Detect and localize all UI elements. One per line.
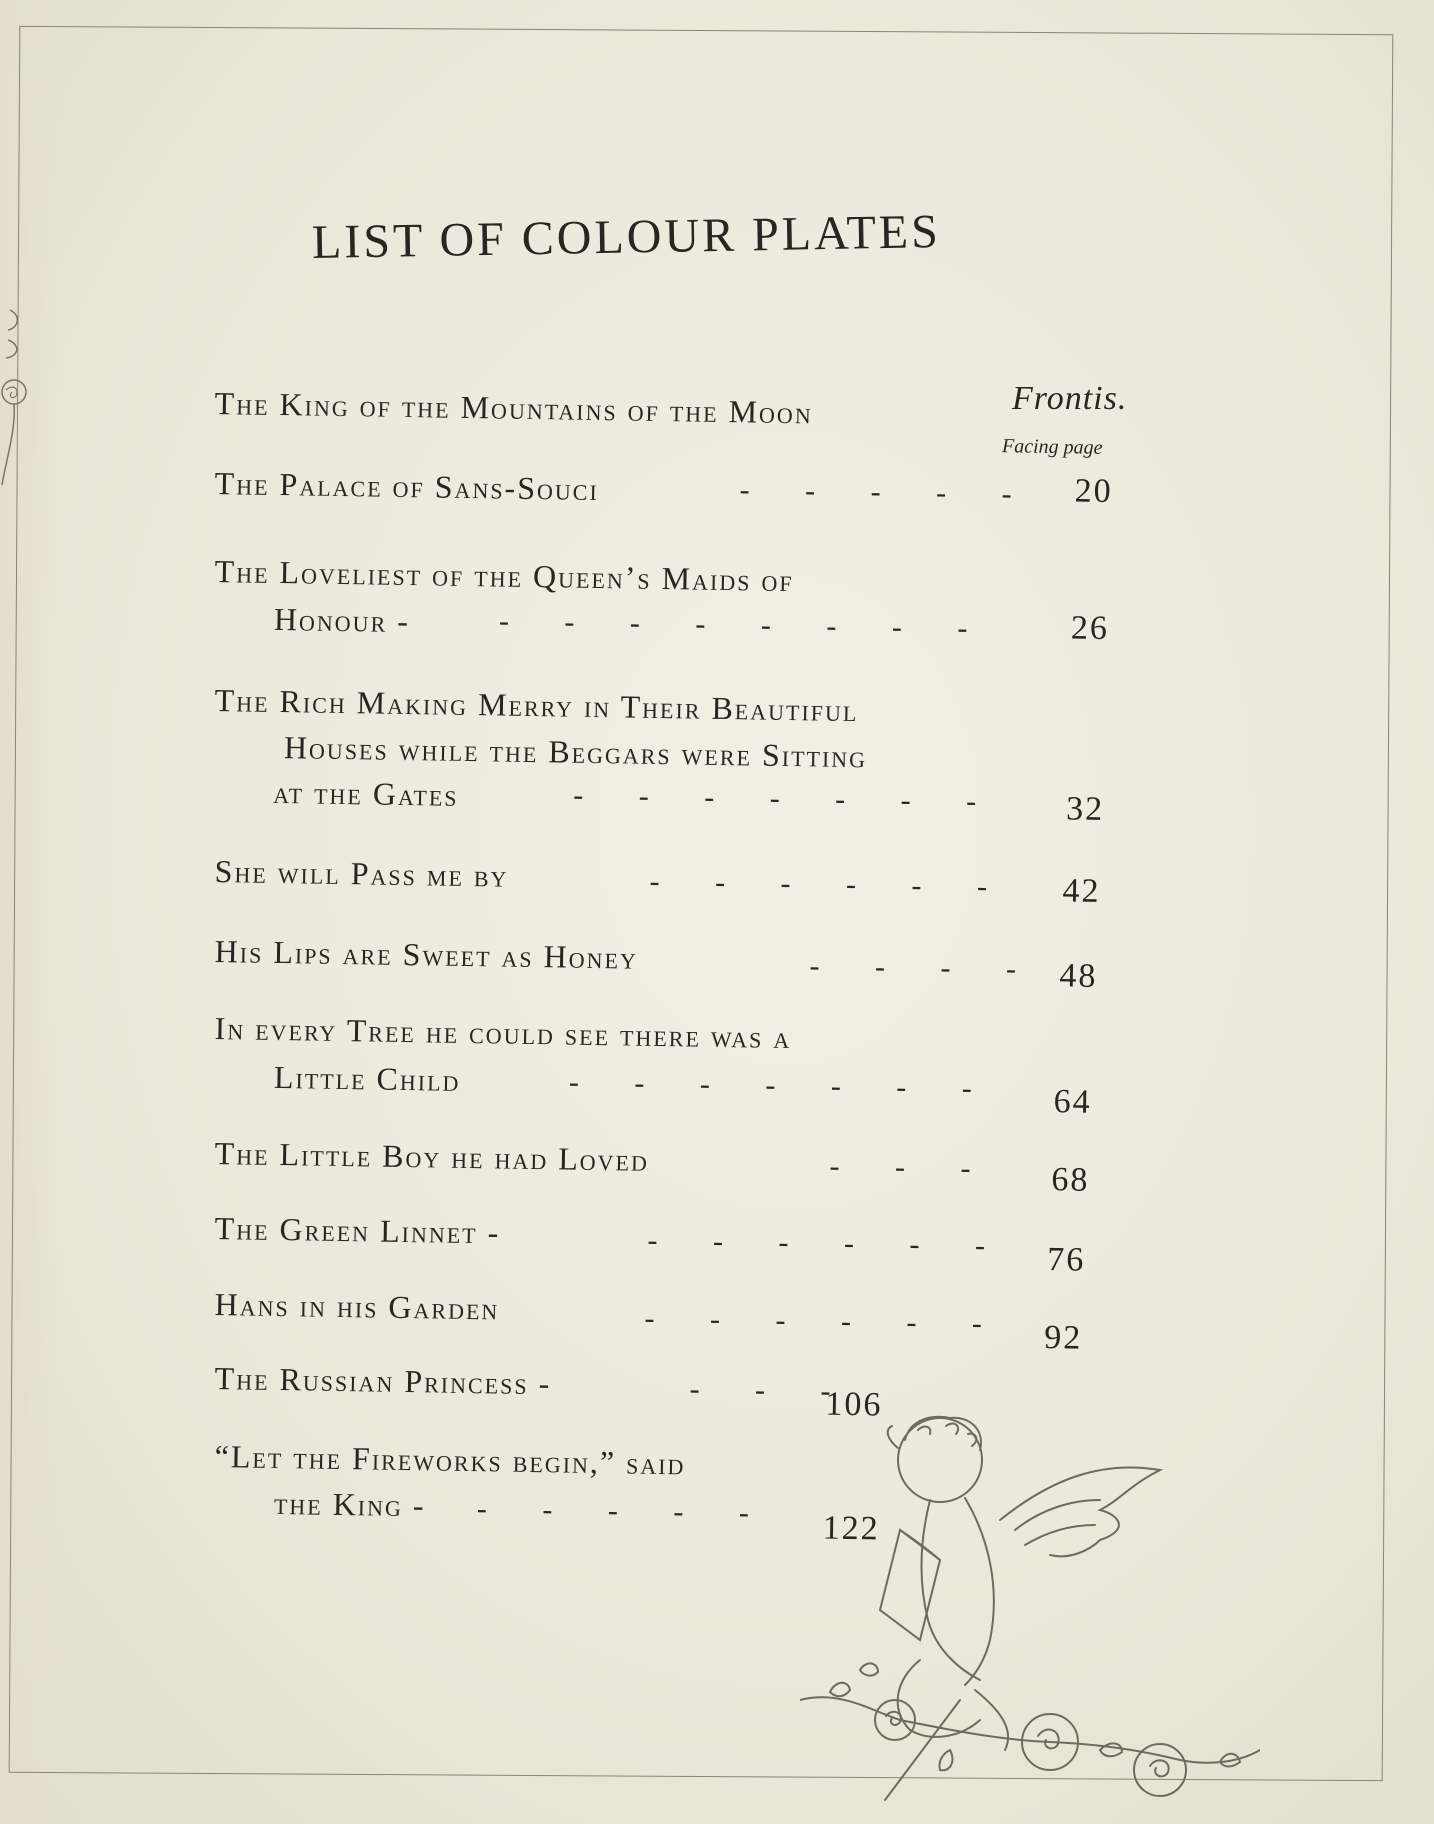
plate-title-line: The Russian Princess - [214,1360,552,1402]
leader-dashes: - - - - - - [649,864,988,904]
plate-title-line: His Lips are Sweet as Honey [214,933,639,976]
facing-page-label: Facing page [1001,435,1103,459]
leader-dashes: - - - - - - [644,1301,983,1341]
leader-dashes: - - - [829,1149,971,1185]
leader-dashes: - - - - - - [647,1223,986,1263]
plate-title-line: at the Gates [272,773,459,813]
page-number: 106 [825,1385,883,1424]
page-number: 122 [822,1509,880,1548]
plate-title-line: The Little Boy he had Loved [214,1135,650,1178]
page-number: 76 [1047,1241,1086,1279]
page-number: 20 [1074,472,1113,511]
page-number: 42 [1062,872,1101,910]
leader-dashes: - - - - - [739,473,1012,511]
plate-title-line: the King - [273,1484,426,1524]
plate-title-line: The Rich Making Merry in Their Beautiful [214,682,859,729]
leader-dashes: - - - - - - - - [498,604,968,645]
plate-title-line: The Green Linnet - [214,1210,501,1251]
page-title: LIST OF COLOUR PLATES [311,205,942,269]
plate-title-line: Little Child [273,1058,461,1098]
leader-dashes: - - - - - [476,1492,750,1530]
plate-title-line: Houses while the Beggars were Sitting [283,729,868,775]
frontispiece-label: Frontis. [1012,380,1128,417]
leader-dashes: - - - - - - - [573,778,977,818]
page-number: 48 [1059,957,1098,995]
plate-title-line: The King of the Mountains of the Moon [214,385,814,431]
plate-title-line: The Loveliest of the Queen’s Maids of [214,553,794,599]
page-number: 32 [1065,790,1105,828]
page-number: 26 [1070,609,1110,648]
page-number: 64 [1053,1083,1092,1121]
leader-dashes: - - - [689,1372,831,1408]
plate-title-line: Honour - [273,600,411,640]
cherub-illustration-icon [800,1370,1260,1810]
plate-title-line: “Let the Fireworks begin,” said [214,1438,686,1482]
leader-dashes: - - - - - - - [568,1065,973,1105]
plate-title-line: The Palace of Sans-Souci [214,465,600,508]
page-number: 92 [1044,1319,1083,1357]
leader-dashes: - - - - [809,949,1017,986]
page-number: 68 [1051,1161,1090,1199]
plate-title-line: She will Pass me by [214,853,509,894]
plate-title-line: In every Tree he could see there was a [214,1010,792,1056]
plate-title-line: Hans in his Garden [214,1286,500,1327]
